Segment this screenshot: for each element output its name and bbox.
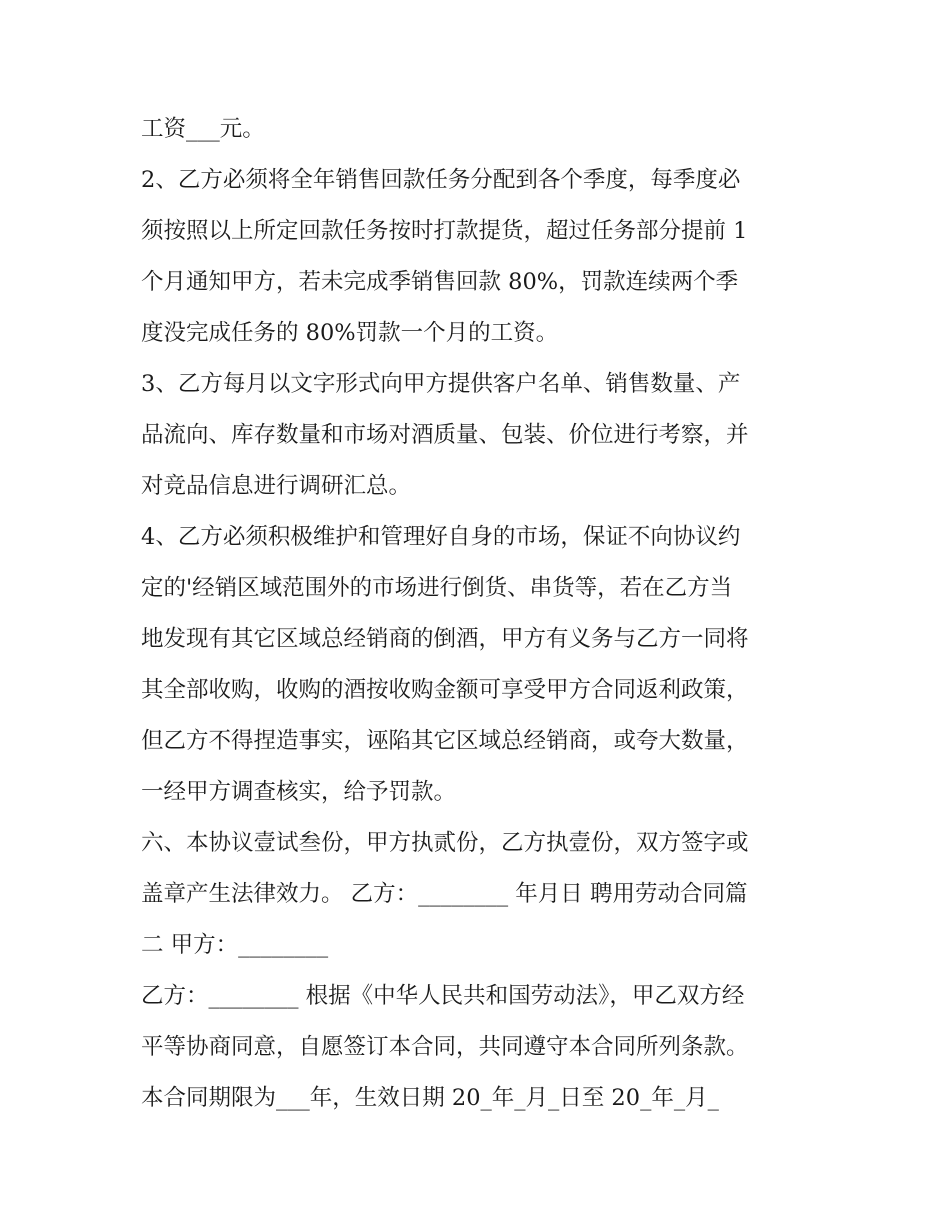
text-line-10: 定的'经销区域范围外的市场进行倒货、串货等，若在乙方当 xyxy=(141,575,733,601)
text-line-15: 六、本协议壹试叁份，甲方执贰份，乙方执壹份，双方签字或 xyxy=(141,830,749,856)
text-line-3: 须按照以上所定回款任务按时打款提货，超过任务部分提前 1 xyxy=(141,218,748,244)
text-line-6: 3、乙方每月以文字形式向甲方提供客户名单、销售数量、产 xyxy=(141,371,741,397)
text-line-20: 本合同期限为___年，生效日期 20_年_月_日至 20_年_月_ xyxy=(141,1085,719,1111)
text-line-18: 乙方：________ 根据《中华人民共和国劳动法》，甲乙双方经 xyxy=(141,983,745,1009)
text-line-2: 2、乙方必须将全年销售回款任务分配到各个季度，每季度必 xyxy=(141,167,741,193)
text-line-8: 对竞品信息进行调研汇总。 xyxy=(141,473,412,499)
text-line-1: 工资___元。 xyxy=(141,116,265,142)
text-line-19: 平等协商同意，自愿签订本合同，共同遵守本合同所列条款。 xyxy=(141,1034,749,1060)
text-line-11: 地发现有其它区域总经销商的倒酒，甲方有义务与乙方一同将 xyxy=(141,626,749,652)
text-line-12: 其全部收购，收购的酒按收购金额可享受甲方合同返利政策， xyxy=(141,677,749,703)
text-line-16: 盖章产生法律效力。 乙方：________ 年月日 聘用劳动合同篇 xyxy=(141,881,748,907)
text-line-7: 品流向、库存数量和市场对酒质量、包装、价位进行考察，并 xyxy=(141,422,749,448)
text-line-13: 但乙方不得捏造事实，诬陷其它区域总经销商，或夸大数量， xyxy=(141,728,749,754)
text-line-4: 个月通知甲方，若未完成季销售回款 80%，罚款连续两个季 xyxy=(141,269,739,295)
text-line-14: 一经甲方调查核实，给予罚款。 xyxy=(141,779,457,805)
text-line-5: 度没完成任务的 80%罚款一个月的工资。 xyxy=(141,320,559,346)
text-line-17: 二 甲方：________ xyxy=(141,932,329,958)
text-line-9: 4、乙方必须积极维护和管理好自身的市场，保证不向协议约 xyxy=(141,524,741,550)
